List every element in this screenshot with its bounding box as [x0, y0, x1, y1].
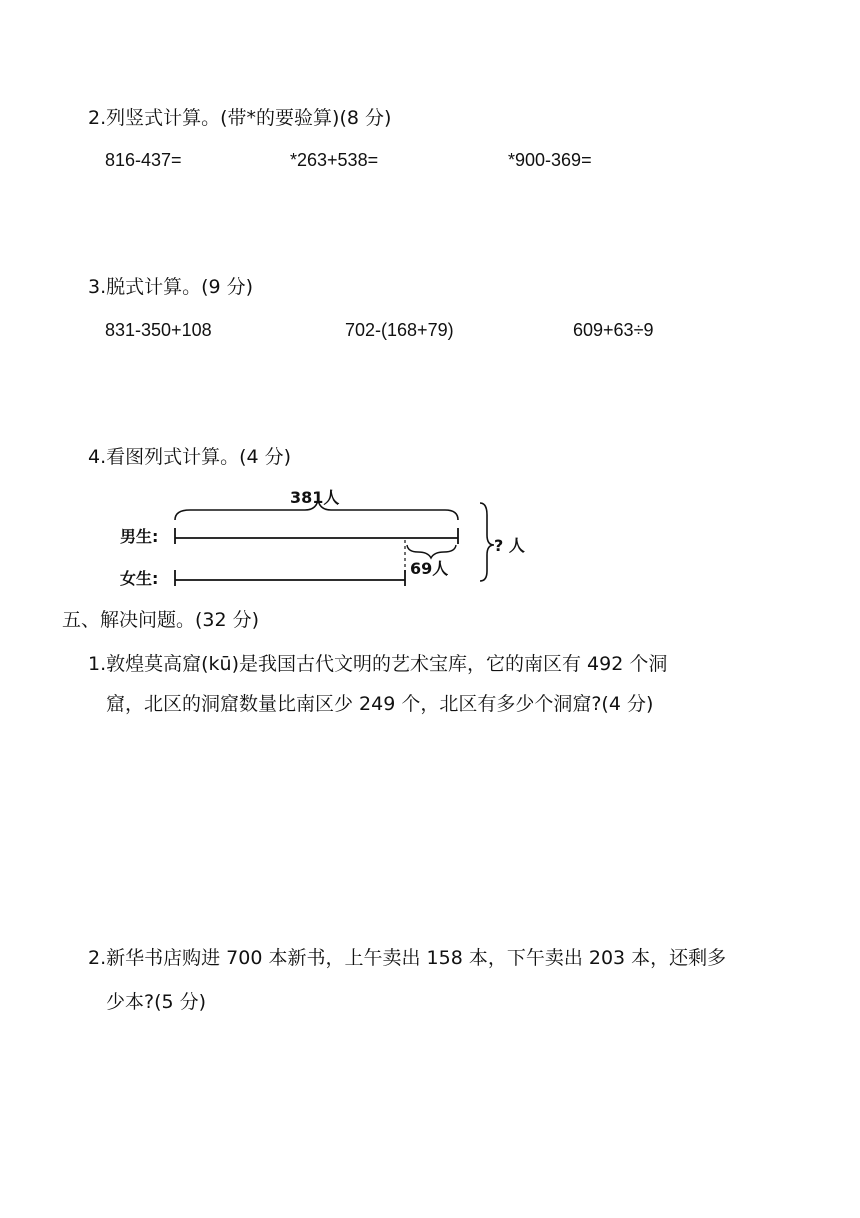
q2-expr-2: *263+538= — [290, 150, 379, 170]
section5-heading: 五、解决问题。(32 分) — [62, 609, 260, 631]
problem1-line1: 1.敦煌莫高窟(kū)是我国古代文明的艺术宝库，它的南区有 492 个洞 — [88, 653, 668, 675]
q3-expr-2: 702-(168+79) — [345, 320, 454, 340]
line-diagram — [0, 0, 860, 600]
diff-label: 69人 — [410, 559, 449, 578]
problem1-line2: 窟，北区的洞窟数量比南区少 249 个，北区有多少个洞窟?(4 分) — [106, 693, 654, 715]
total-label: ? 人 — [494, 536, 525, 555]
q2-heading: 2.列竖式计算。(带*的要验算)(8 分) — [88, 107, 392, 129]
total-brace — [480, 503, 494, 581]
q4-heading: 4.看图列式计算。(4 分) — [88, 446, 292, 468]
diff-brace — [407, 545, 456, 558]
problem2-line1: 2.新华书店购进 700 本新书，上午卖出 158 本，下午卖出 203 本，还剩多 — [88, 947, 727, 969]
q3-expr-3: 609+63÷9 — [573, 320, 654, 340]
q2-expr-1: 816-437= — [105, 150, 182, 170]
problem2-line2: 少本?(5 分) — [106, 991, 207, 1013]
girl-label: 女生: — [120, 569, 159, 588]
top-label: 381人 — [290, 488, 340, 507]
q2-expr-3: *900-369= — [508, 150, 592, 170]
q3-heading: 3.脱式计算。(9 分) — [88, 276, 254, 298]
q3-expr-1: 831-350+108 — [105, 320, 212, 340]
boy-label: 男生: — [120, 527, 159, 546]
